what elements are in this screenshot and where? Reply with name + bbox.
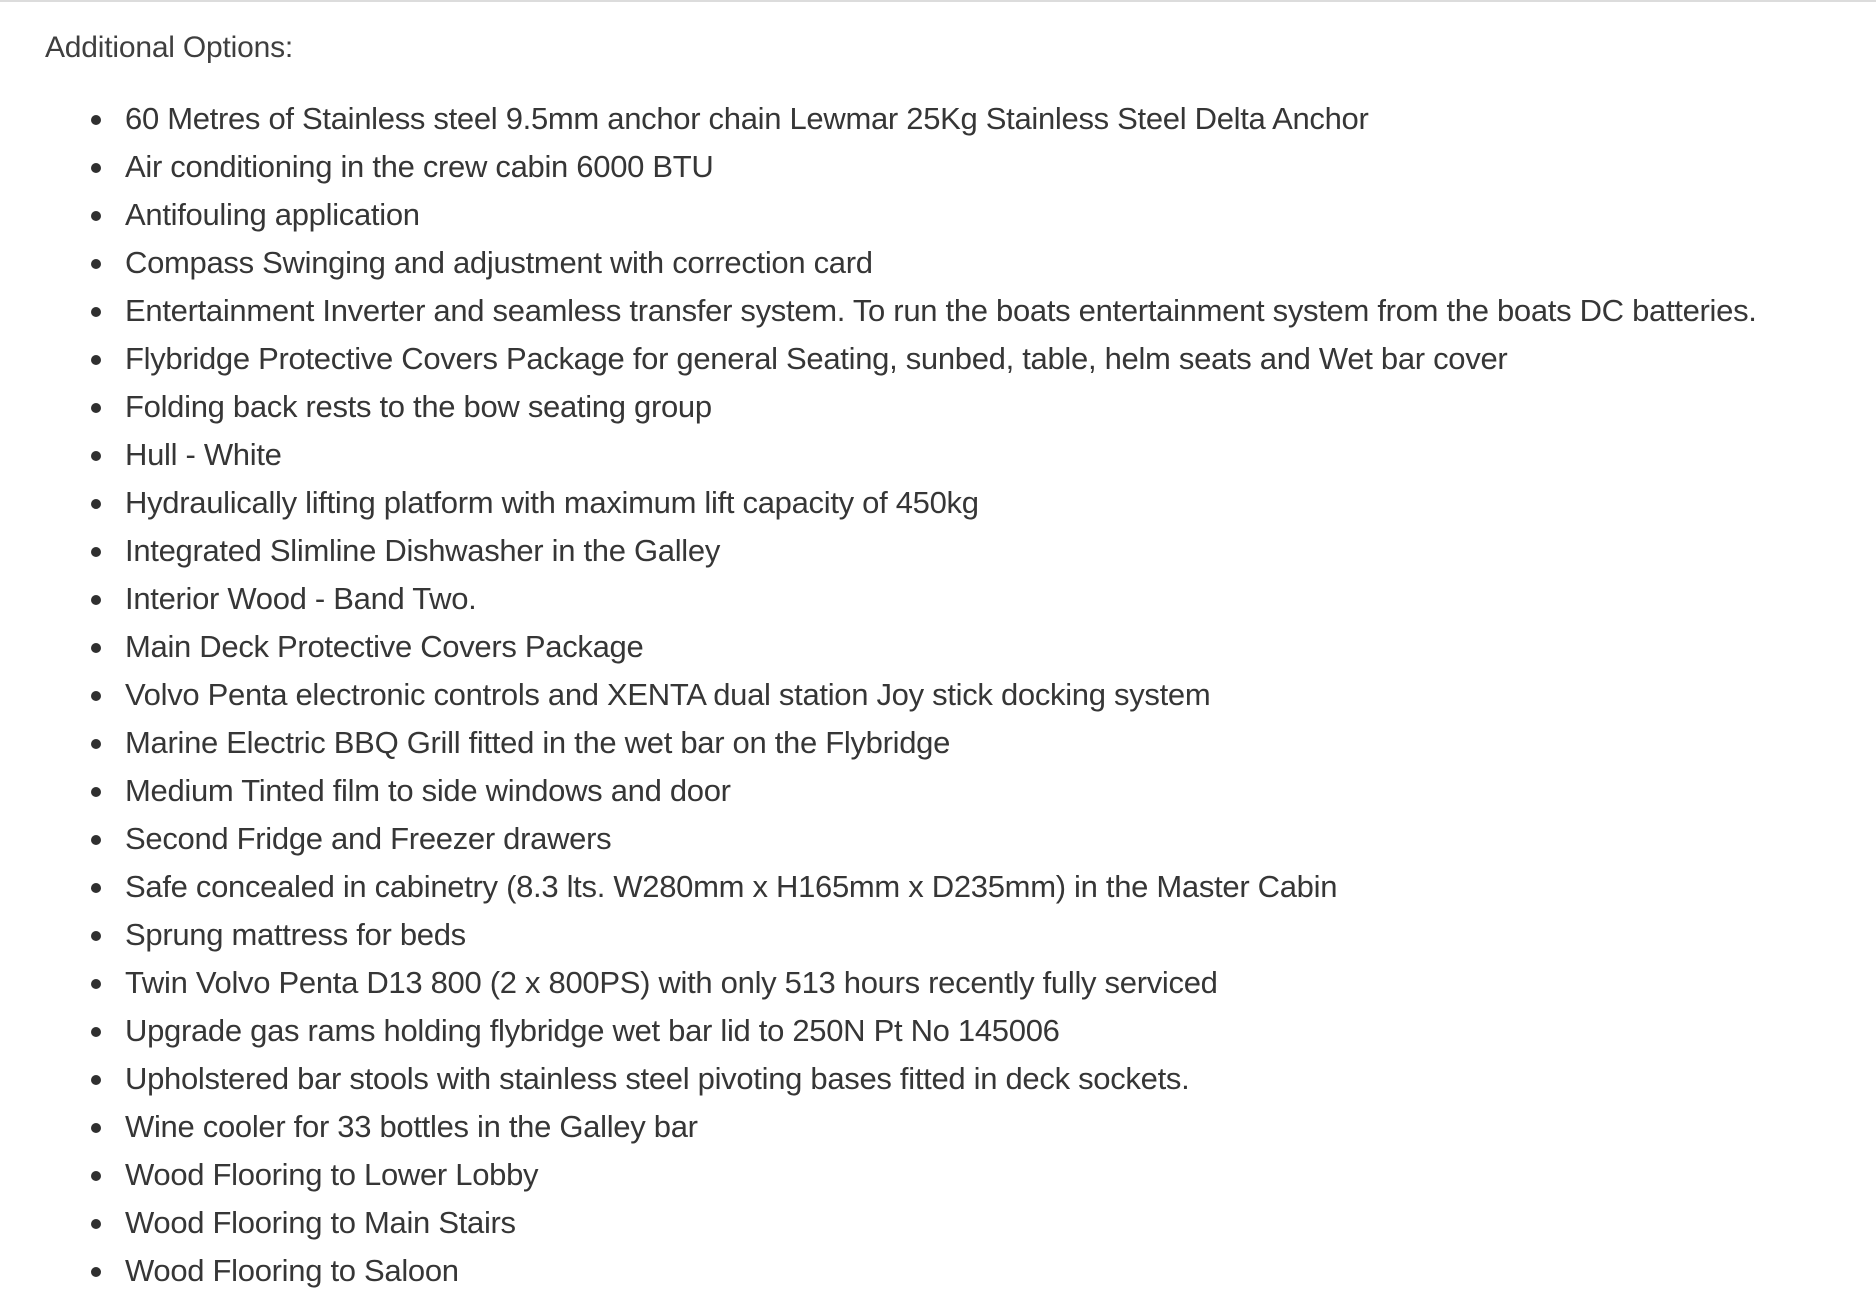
list-item	[45, 287, 1845, 335]
option-text: Medium Tinted film to side windows and door	[125, 773, 731, 808]
bullet-icon	[91, 787, 101, 797]
option-text: Wood Flooring to Lower Lobby	[125, 1157, 539, 1192]
list-item	[45, 383, 1845, 431]
option-text: Second Fridge and Freezer drawers	[125, 821, 612, 856]
top-divider	[0, 0, 1876, 2]
bullet-icon	[91, 115, 101, 125]
option-text: Air conditioning in the crew cabin 6000 BTU	[125, 149, 714, 184]
option-text: Safe concealed in cabinetry (8.3 lts. W280mm x H165mm x D235mm) in the Master Cabin	[125, 869, 1338, 904]
bullet-icon	[91, 979, 101, 989]
list-item	[45, 479, 1845, 527]
bullet-icon	[91, 835, 101, 845]
list-item	[45, 1247, 1845, 1295]
list-item	[45, 719, 1845, 767]
list-item	[45, 239, 1845, 287]
list-item	[45, 431, 1845, 479]
list-item	[45, 1103, 1845, 1151]
bullet-icon	[91, 643, 101, 653]
list-item	[45, 335, 1845, 383]
bullet-icon	[91, 1027, 101, 1037]
option-text: Upgrade gas rams holding flybridge wet bar lid to 250N Pt No 145006	[125, 1013, 1060, 1048]
bullet-icon	[91, 931, 101, 941]
list-item	[45, 143, 1845, 191]
option-text: Entertainment Inverter and seamless transfer system. To run the boats entertainment system from the boats DC batteries.	[125, 293, 1757, 328]
option-text: Main Deck Protective Covers Package	[125, 629, 644, 664]
bullet-icon	[91, 1219, 101, 1229]
list-item	[45, 95, 1845, 143]
option-text: Twin Volvo Penta D13 800 (2 x 800PS) with only 513 hours recently fully serviced	[125, 965, 1218, 1000]
bullet-icon	[91, 451, 101, 461]
list-item	[45, 911, 1845, 959]
bullet-icon	[91, 211, 101, 221]
bullet-icon	[91, 691, 101, 701]
option-text: Volvo Penta electronic controls and XENTA dual station Joy stick docking system	[125, 677, 1211, 712]
list-item	[45, 1151, 1845, 1199]
list-item	[45, 959, 1845, 1007]
bullet-icon	[91, 307, 101, 317]
option-text: Antifouling application	[125, 197, 420, 232]
list-item	[45, 623, 1845, 671]
list-item	[45, 191, 1845, 239]
bullet-icon	[91, 1075, 101, 1085]
option-text: Flybridge Protective Covers Package for general Seating, sunbed, table, helm seats and Wet bar cover	[125, 341, 1508, 376]
list-item	[45, 767, 1845, 815]
list-item	[45, 671, 1845, 719]
option-text: Compass Swinging and adjustment with correction card	[125, 245, 873, 280]
bullet-icon	[91, 355, 101, 365]
bullet-icon	[91, 883, 101, 893]
bullet-icon	[91, 547, 101, 557]
list-item	[45, 815, 1845, 863]
bullet-icon	[91, 1171, 101, 1181]
list-item	[45, 575, 1845, 623]
bullet-icon	[91, 403, 101, 413]
bullet-icon	[91, 739, 101, 749]
option-text: Hull - White	[125, 437, 282, 472]
list-item	[45, 527, 1845, 575]
option-text: Hydraulically lifting platform with maximum lift capacity of 450kg	[125, 485, 979, 520]
option-text: Marine Electric BBQ Grill fitted in the wet bar on the Flybridge	[125, 725, 951, 760]
list-item	[45, 1055, 1845, 1103]
option-text: Interior Wood - Band Two.	[125, 581, 477, 616]
section-heading: Additional Options:	[45, 31, 294, 64]
bullet-icon	[91, 499, 101, 509]
list-item	[45, 1007, 1845, 1055]
bullet-icon	[91, 259, 101, 269]
option-text: Upholstered bar stools with stainless steel pivoting bases fitted in deck sockets.	[125, 1061, 1190, 1096]
option-text: Wood Flooring to Saloon	[125, 1253, 459, 1288]
list-item	[45, 863, 1845, 911]
option-text: Integrated Slimline Dishwasher in the Galley	[125, 533, 721, 568]
bullet-icon	[91, 1267, 101, 1277]
option-text: 60 Metres of Stainless steel 9.5mm anchor chain Lewmar 25Kg Stainless Steel Delta Anchor	[125, 101, 1369, 136]
bullet-icon	[91, 1123, 101, 1133]
option-text: Folding back rests to the bow seating group	[125, 389, 712, 424]
bullet-icon	[91, 163, 101, 173]
option-text: Sprung mattress for beds	[125, 917, 466, 952]
option-text: Wine cooler for 33 bottles in the Galley bar	[125, 1109, 698, 1144]
option-text: Wood Flooring to Main Stairs	[125, 1205, 516, 1240]
additional-options-section	[45, 28, 1845, 1295]
bullet-icon	[91, 595, 101, 605]
list-item	[45, 1199, 1845, 1247]
options-list	[45, 95, 1845, 1295]
